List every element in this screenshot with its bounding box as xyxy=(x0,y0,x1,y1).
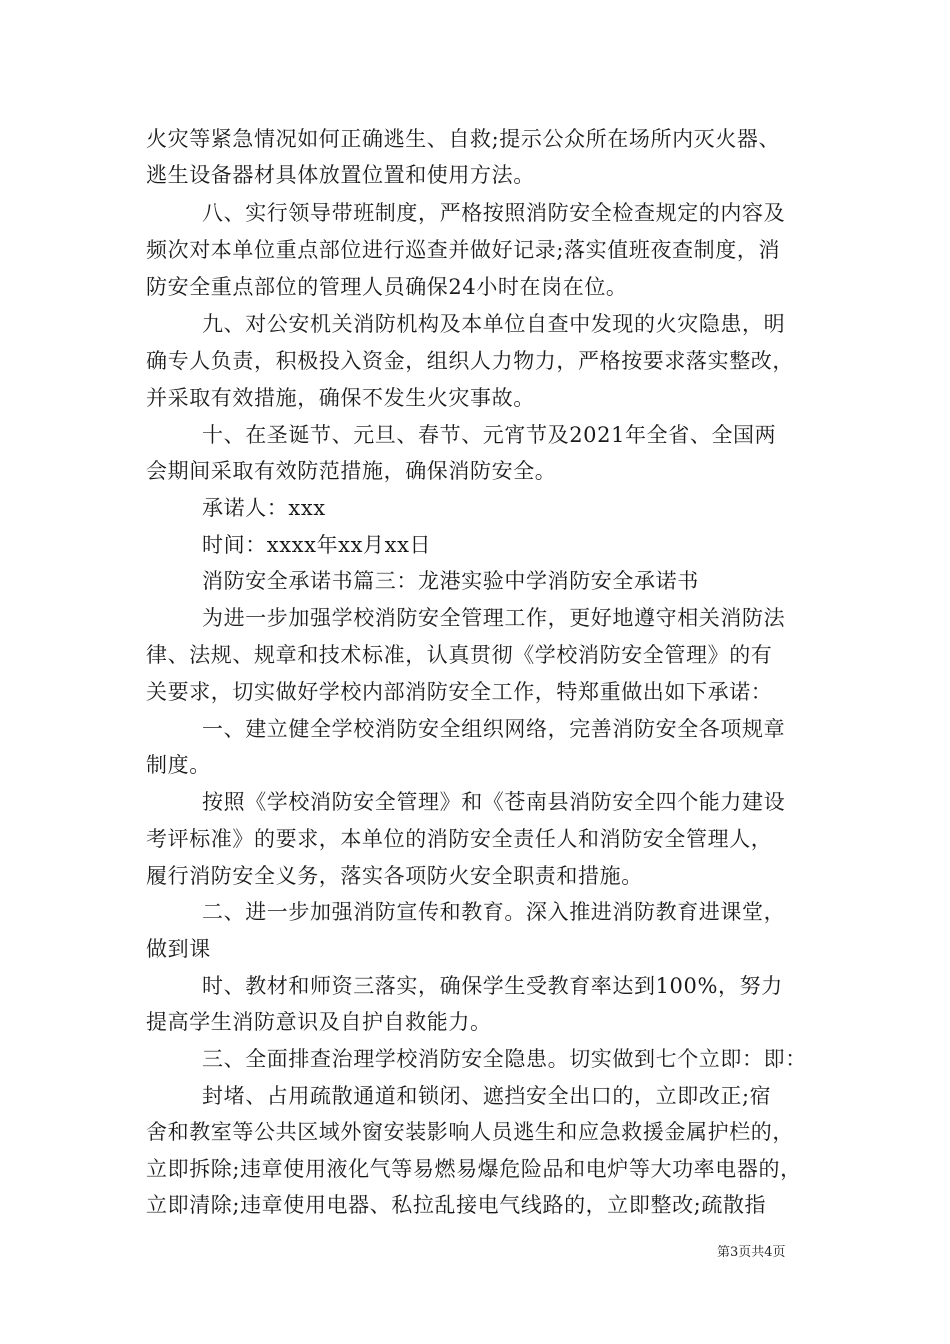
section-title: 消防安全承诺书篇三：龙港实验中学消防安全承诺书 xyxy=(202,569,699,593)
text-line: 防安全重点部位的管理人员确保24小时在岗在位。 xyxy=(146,275,628,299)
text-line: 为进一步加强学校消防安全管理工作，更好地遵守相关消防法 xyxy=(202,606,786,630)
text-line: 并采取有效措施，确保不发生火灾事故。 xyxy=(146,386,535,410)
text-line: 十、在圣诞节、元旦、春节、元宵节及2021年全省、全国两 xyxy=(202,423,777,447)
text-line: 考评标准》的要求，本单位的消防安全责任人和消防安全管理人， xyxy=(146,827,773,851)
text-line: 火灾等紧急情况如何正确逃生、自救;提示公众所在场所内灭火器、 xyxy=(146,127,781,151)
text-line: 一、建立健全学校消防安全组织网络，完善消防安全各项规章 xyxy=(202,717,786,741)
text-line: 按照《学校消防安全管理》和《苍南县消防安全四个能力建设 xyxy=(202,790,786,814)
text-line: 履行消防安全义务，落实各项防火安全职责和措施。 xyxy=(146,864,643,888)
text-line: 三、全面排查治理学校消防安全隐患。切实做到七个立即：即： xyxy=(202,1047,807,1071)
text-line: 八、实行领导带班制度，严格按照消防安全检查规定的内容及 xyxy=(202,201,786,225)
page-number: 第3页共4页 xyxy=(717,1245,786,1260)
text-line: 九、对公安机关消防机构及本单位自查中发现的火灾隐患，明 xyxy=(202,312,786,336)
text-line: 确专人负责，积极投入资金，组织人力物力，严格按要求落实整改， xyxy=(146,349,794,373)
text-line: 逃生设备器材具体放置位置和使用方法。 xyxy=(146,163,535,187)
text-line: 会期间采取有效防范措施，确保消防安全。 xyxy=(146,459,557,483)
text-line: 承诺人：xxx xyxy=(202,496,326,520)
text-line: 制度。 xyxy=(146,753,211,777)
text-line: 时、教材和师资三落实，确保学生受教育率达到100%，努力 xyxy=(202,974,783,998)
text-line: 提高学生消防意识及自护自救能力。 xyxy=(146,1010,492,1034)
text-line: 二、进一步加强消防宣传和教育。深入推进消防教育进课堂， xyxy=(202,900,786,924)
text-line: 立即清除;违章使用电器、私拉乱接电气线路的，立即整改;疏散指 xyxy=(146,1193,767,1217)
text-line: 立即拆除;违章使用液化气等易燃易爆危险品和电炉等大功率电器的， xyxy=(146,1157,802,1181)
text-line: 关要求，切实做好学校内部消防安全工作，特郑重做出如下承诺： xyxy=(146,680,773,704)
text-line: 封堵、占用疏散通道和锁闭、遮挡安全出口的，立即改正;宿 xyxy=(202,1084,772,1108)
text-line: 频次对本单位重点部位进行巡查并做好记录;落实值班夜查制度，消 xyxy=(146,238,781,262)
text-line: 律、法规、规章和技术标准，认真贯彻《学校消防安全管理》的有 xyxy=(146,643,773,667)
text-line: 时间：xxxx年xx月xx日 xyxy=(202,533,432,557)
text-line: 舍和教室等公共区域外窗安装影响人员逃生和应急救援金属护栏的， xyxy=(146,1120,794,1144)
text-line: 做到课 xyxy=(146,937,211,961)
